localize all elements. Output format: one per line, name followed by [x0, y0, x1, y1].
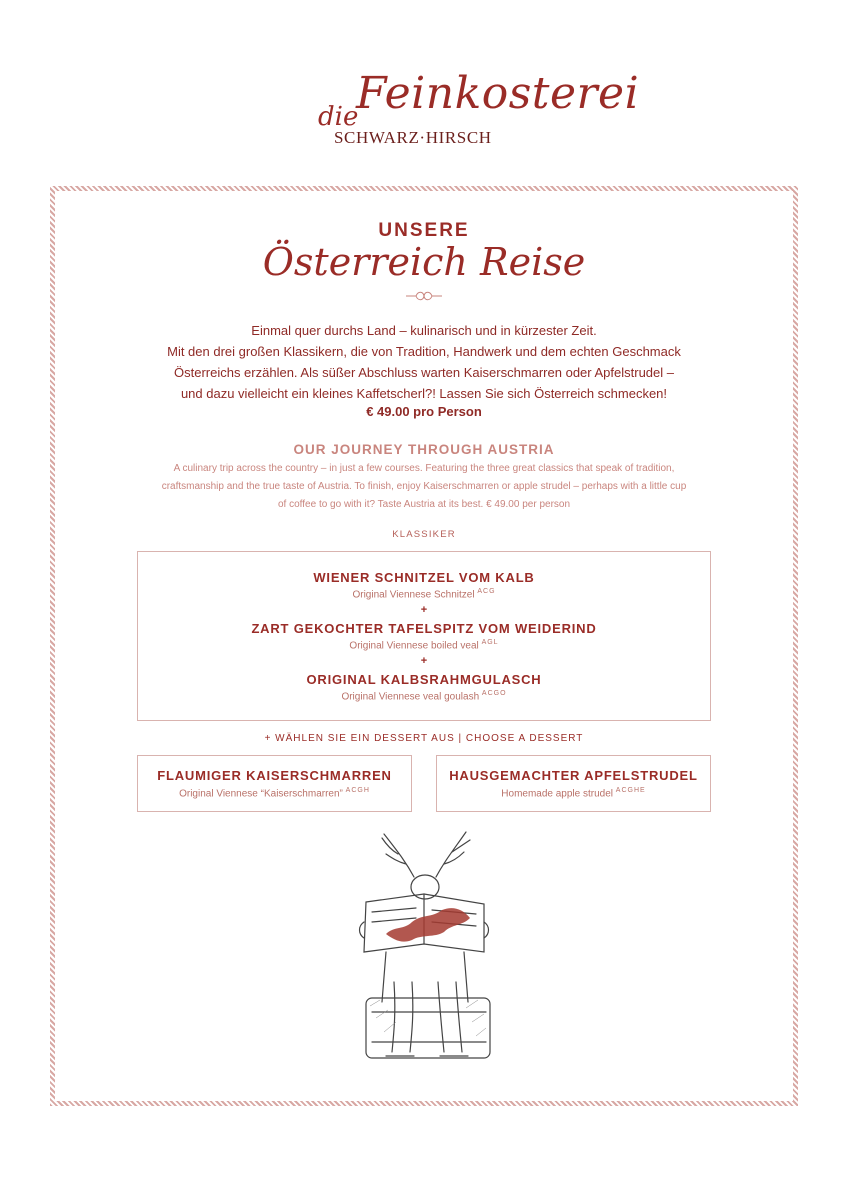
brand-logo [0, 58, 848, 158]
dessert-box [137, 755, 412, 812]
brand-name: Feinkosterei [356, 68, 640, 119]
dessert-en-text: Homemade apple strudel [501, 788, 614, 800]
dessert-en-text: Original Viennese “Kaiserschmarren” [179, 788, 343, 800]
dessert-translation [437, 787, 710, 799]
allergen-codes: ACGHE [615, 787, 646, 794]
plus-sign: + [420, 655, 428, 667]
dish-translation [138, 588, 710, 600]
intro-text [0, 320, 848, 404]
english-heading: OUR JOURNEY THROUGH AUSTRIA [293, 442, 555, 457]
intro-line: und dazu vielleicht ein kleines Kaffetscherl?! Lassen Sie sich Österreich schmecken! [180, 386, 668, 401]
dish-translation [138, 690, 710, 702]
dish-en-text: Original Viennese boiled veal [349, 640, 479, 652]
dessert-box [436, 755, 711, 812]
section-label: KLASSIKER [392, 529, 456, 540]
allergen-codes: ACGO [481, 690, 507, 697]
deer-reading-map-illustration [336, 822, 516, 1084]
classics-box [137, 551, 711, 721]
english-text [0, 460, 848, 514]
intro-line: Einmal quer durchs Land – kulinarisch und in kürzester Zeit. [251, 323, 597, 338]
allergen-codes: ACG [477, 588, 496, 595]
brand-subtitle: SCHWARZ·HIRSCH [334, 128, 492, 147]
header-kicker: UNSERE [378, 220, 470, 241]
dessert-name: FLAUMIGER KAISERSCHMARREN [157, 768, 392, 783]
english-line: A culinary trip across the country – in just a few courses. Featuring the three great classics that speak of tradition, [173, 463, 675, 474]
dish-name: WIENER SCHNITZEL VOM KALB [313, 570, 535, 585]
intro-line: Mit den drei großen Klassikern, die von Tradition, Handwerk und dem echten Geschmack [167, 344, 681, 359]
english-line: of coffee to go with it? Taste Austria at its best. € 49.00 per person [277, 499, 571, 510]
intro-line: Österreichs erzählen. Als süßer Abschluss warten Kaiserschmarren oder Apfelstrudel – [173, 365, 674, 380]
page-title: Österreich Reise [262, 240, 586, 284]
allergen-codes: AGL [481, 639, 499, 646]
english-line: craftsmanship and the true taste of Austria. To finish, enjoy Kaiserschmarren or apple strudel – perhaps with a little cup [161, 481, 687, 492]
dish-translation [138, 639, 710, 651]
dessert-translation [138, 787, 411, 799]
dessert-name: HAUSGEMACHTER APFELSTRUDEL [449, 768, 698, 783]
dish-name: ZART GEKOCHTER TAFELSPITZ VOM WEIDERIND [251, 621, 597, 636]
price-de: € 49.00 pro Person [366, 404, 482, 419]
brand-die: die [318, 102, 359, 132]
dish-en-text: Original Viennese Schnitzel [352, 589, 475, 601]
allergen-codes: ACGH [345, 787, 370, 794]
ornament-divider [404, 290, 444, 302]
choose-dessert-label: + WÄHLEN SIE EIN DESSERT AUS | CHOOSE A DESSERT [264, 733, 584, 744]
plus-sign: + [420, 604, 428, 616]
dish-en-text: Original Viennese veal goulash [341, 691, 480, 703]
dish-name: ORIGINAL KALBSRAHMGULASCH [306, 672, 542, 687]
